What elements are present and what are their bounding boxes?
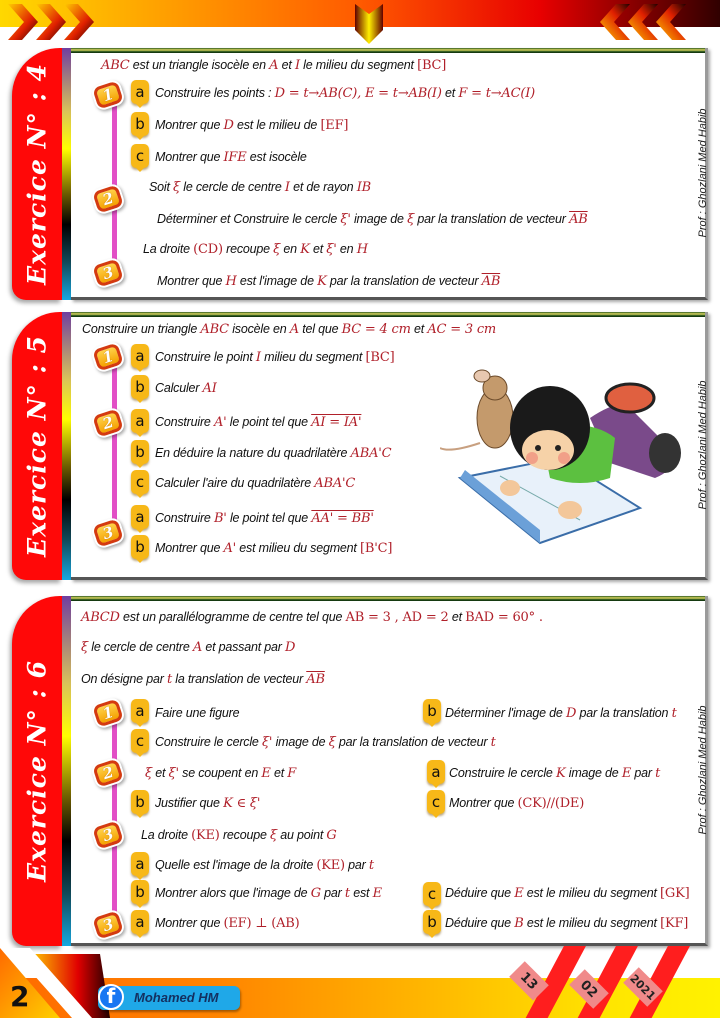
step-badge: 3: [92, 259, 124, 288]
rainbow-strip: [62, 312, 71, 580]
step-connector: [112, 364, 117, 536]
chevron-left-icon: [656, 4, 686, 40]
exercise-panel: [71, 596, 708, 946]
question-tag: a: [131, 505, 149, 529]
step-badge: 3: [92, 519, 124, 548]
question-line: Calculer AI: [155, 381, 217, 396]
step-badge: 3: [92, 911, 124, 940]
question-tag: b: [131, 790, 149, 814]
question-line: Déduire que E est le milieu du segment [GK]: [445, 886, 690, 901]
question-line: Déduire que B est le milieu du segment [KF]: [445, 916, 689, 931]
question-tag: b: [131, 375, 149, 399]
question-line: ξ et ξ' se coupent en E et F: [145, 766, 297, 781]
question-line: Montrer que (EF) ⊥ (AB): [155, 916, 300, 931]
question-line: Montrer alors que l'image de G par t est E: [155, 886, 382, 901]
question-line: Montrer que D est le milieu de [EF]: [155, 118, 349, 133]
exercise-intro: ξ le cercle de centre A et passant par D: [81, 640, 296, 655]
question-line: Déterminer et Construire le cercle ξ' image de ξ par la translation de vecteur $\overline{AB}$: [157, 212, 588, 227]
exercise-intro: ABCD est un parallélogramme de centre tel que AB = 3 , AD = 2 et BAD = 60° .: [81, 610, 543, 625]
question-tag: c: [427, 790, 445, 814]
panel-top-border: [71, 312, 705, 317]
exercise-intro: ABC est un triangle isocèle en A et I le milieu du segment [BC]: [101, 58, 447, 73]
question-line: Construire le point I milieu du segment [BC]: [155, 350, 395, 365]
question-tag: b: [423, 910, 441, 934]
question-tag: a: [131, 80, 149, 104]
question-tag: a: [427, 760, 445, 784]
question-line: Montrer que (CK)//(DE): [449, 796, 585, 811]
question-line: Construire A' le point tel que AI = IA': [155, 415, 362, 430]
facebook-name: Mohamed HM: [134, 990, 219, 1005]
question-line: En déduire la nature du quadrilatère ABA'C: [155, 446, 392, 461]
step-badge: 2: [92, 185, 124, 214]
exercise-6-card: [12, 596, 708, 946]
question-line: Calculer l'aire du quadrilatère ABA'C: [155, 476, 356, 491]
author-credit: Prof : Ghozlani Med Habib: [697, 107, 709, 238]
facebook-link[interactable]: [98, 986, 240, 1010]
date-day: 13: [509, 961, 549, 1001]
question-line: Montrer que IFE est isocèle: [155, 150, 307, 165]
question-line: Quelle est l'image de la droite (KE) par t: [155, 858, 374, 873]
exercise-title: Exercice N° : 6: [22, 660, 52, 882]
exercise-title: Exercice N° : 5: [22, 335, 52, 557]
exercise-tab: [12, 312, 62, 580]
question-tag: b: [131, 440, 149, 464]
question-tag: c: [423, 882, 441, 906]
question-tag: b: [423, 699, 441, 723]
step-badge: 2: [92, 759, 124, 788]
exercise-title: Exercice N° : 4: [22, 63, 52, 285]
question-tag: a: [131, 910, 149, 934]
question-tag: c: [131, 144, 149, 168]
question-line: Construire le cercle ξ' image de ξ par la translation de vecteur t: [155, 735, 496, 750]
question-tag: b: [131, 880, 149, 904]
facebook-icon: f: [98, 984, 124, 1010]
down-arrow-icon: [355, 0, 383, 44]
step-connector: [112, 718, 117, 918]
question-line: Faire une figure: [155, 706, 240, 720]
date-year: 2021: [623, 967, 663, 1007]
author-credit: Prof : Ghozlani Med Habib: [697, 379, 709, 510]
question-line: Soit ξ le cercle de centre I et de rayon IB: [149, 180, 371, 195]
step-connector: [112, 96, 117, 271]
exercise-4-card: [12, 48, 708, 300]
rainbow-strip: [62, 596, 71, 946]
question-tag: a: [131, 344, 149, 368]
question-line: Montrer que A' est milieu du segment [B'C]: [155, 541, 393, 556]
exercise-panel: [71, 48, 708, 300]
question-tag: b: [131, 112, 149, 136]
step-badge: 1: [92, 343, 124, 372]
exercise-intro: Construire un triangle ABC isocèle en A tel que BC = 4 cm et AC = 3 cm: [82, 322, 497, 337]
chevron-right-icon: [8, 4, 38, 40]
question-line: La droite (CD) recoupe ξ en K et ξ' en H: [143, 242, 368, 257]
exercise-tab: [12, 48, 62, 300]
panel-top-border: [71, 596, 705, 601]
question-line: Justifier que K ∈ ξ': [155, 796, 261, 811]
exercise-intro: On désigne par t la translation de vecteur $\overline{AB}$: [81, 672, 325, 687]
date-month: 02: [569, 969, 609, 1009]
exercise-tab: [12, 596, 62, 946]
question-tag: c: [131, 470, 149, 494]
question-line: Montrer que H est l'image de K par la translation de vecteur $\overline{AB}$: [157, 274, 501, 289]
question-tag: a: [131, 409, 149, 433]
question-tag: a: [131, 852, 149, 876]
step-badge: 1: [92, 81, 124, 110]
chevron-left-icon: [628, 4, 658, 40]
chevron-right-icon: [36, 4, 66, 40]
step-badge: 1: [92, 699, 124, 728]
girl-reading-illustration: [440, 358, 690, 548]
question-tag: c: [131, 729, 149, 753]
chevron-left-icon: [600, 4, 630, 40]
step-badge: 2: [92, 409, 124, 438]
step-badge: 3: [92, 821, 124, 850]
question-line: Construire les points : D = t→AB(C), E = t→AB(I) et F = t→AC(I): [155, 86, 536, 101]
page-number: 2: [10, 980, 30, 1013]
author-credit: Prof : Ghozlani Med Habib: [697, 704, 709, 835]
panel-top-border: [71, 48, 705, 53]
rainbow-strip: [62, 48, 71, 300]
question-tag: a: [131, 699, 149, 723]
question-tag: b: [131, 535, 149, 559]
chevron-right-icon: [64, 4, 94, 40]
question-line: La droite (KE) recoupe ξ au point G: [141, 828, 337, 843]
question-line: Construire B' le point tel que AA' = BB': [155, 511, 374, 526]
question-line: Construire le cercle K image de E par t: [449, 766, 661, 781]
question-line: Déterminer l'image de D par la translation t: [445, 706, 677, 721]
